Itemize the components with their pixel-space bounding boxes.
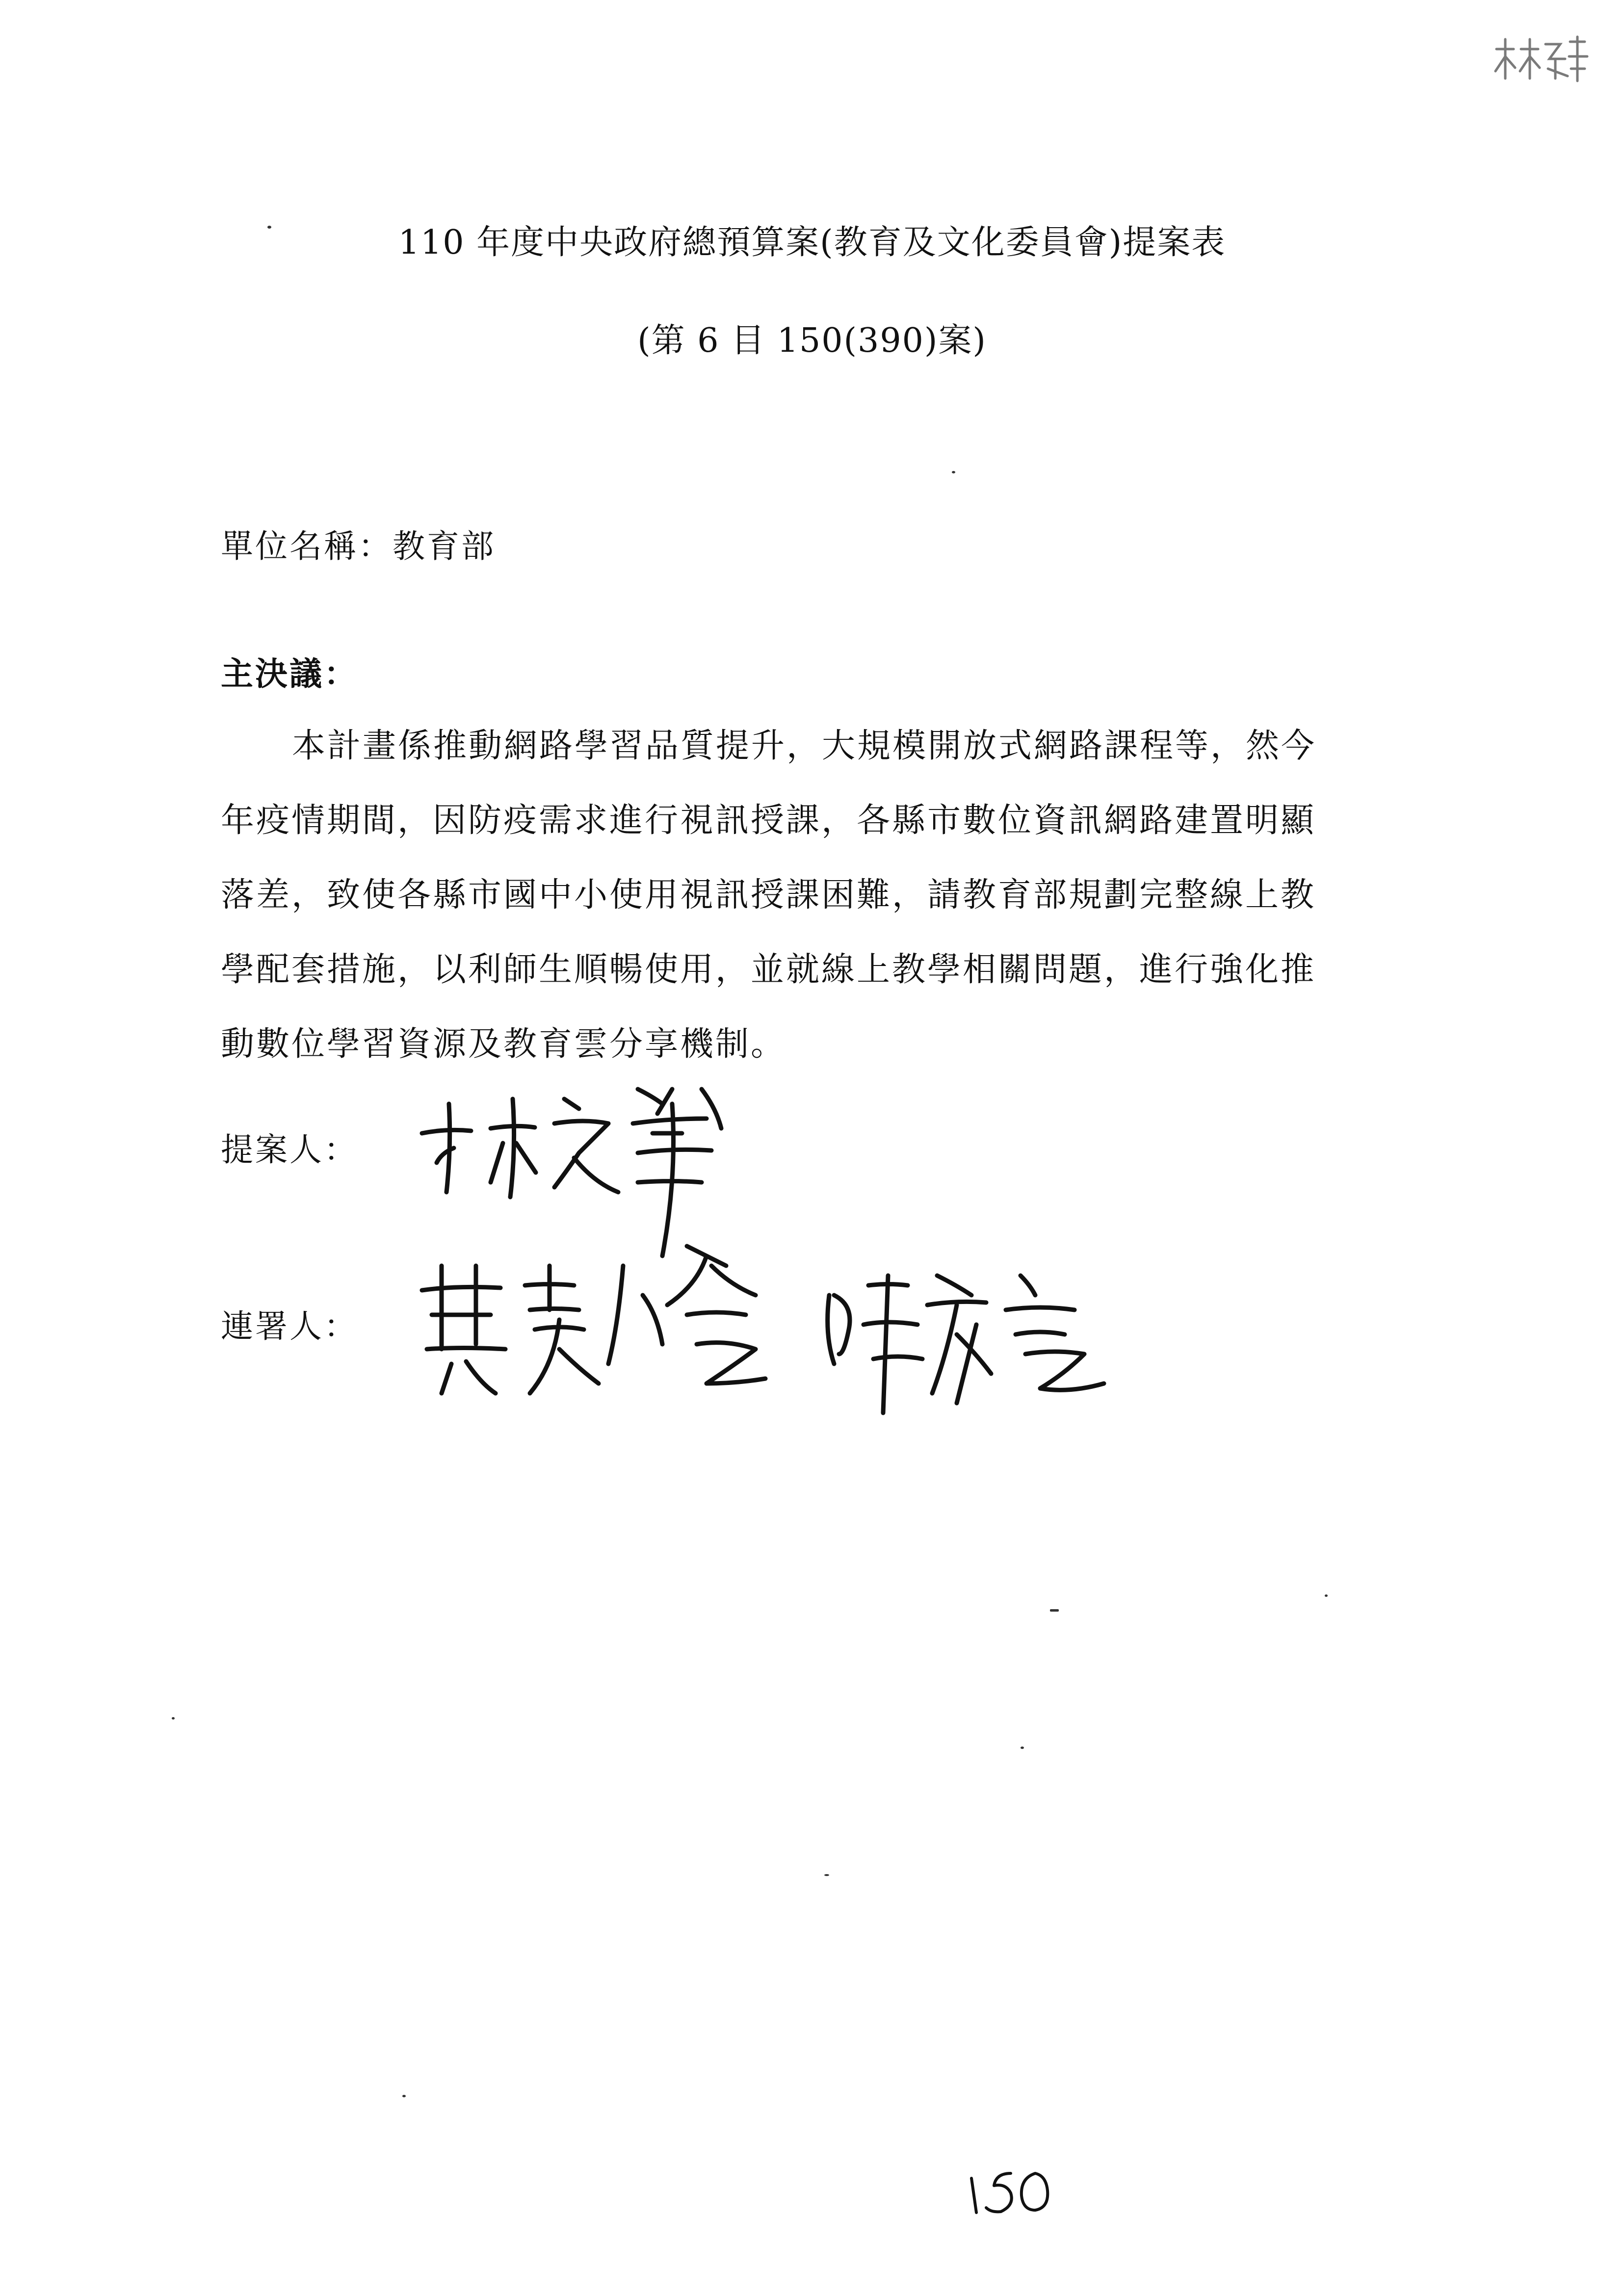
cosigner-label: 連署人： (221, 1307, 358, 1345)
cosigner-signature-2 (810, 1256, 1114, 1433)
scan-speck (952, 471, 955, 473)
main-resolution-heading: 主決議： (221, 654, 358, 693)
scan-speck (824, 1874, 829, 1876)
document-title: 110 年度中央政府總預算案(教育及文化委員會)提案表 (398, 223, 1226, 262)
unit-name: 單位名稱：教育部 (221, 527, 496, 565)
scan-speck (1050, 1609, 1059, 1612)
resolution-line: 本計畫係推動網路學習品質提升，大規模開放式網路課程等，然今 (292, 727, 1317, 765)
scan-speck (267, 226, 271, 229)
resolution-line: 落差，致使各縣市國中小使用視訊授課困難，請教育部規劃完整線上教 (221, 876, 1316, 914)
resolution-line: 年疫情期間，因防疫需求進行視訊授課，各縣市數位資訊網路建置明顯 (221, 801, 1316, 840)
proposer-label: 提案人： (221, 1131, 358, 1169)
resolution-line: 學配套措施，以利師生順暢使用，並就線上教學相關問題，進行強化推 (221, 950, 1316, 989)
cosigner-signature-1 (412, 1236, 785, 1423)
scan-speck (172, 1717, 175, 1720)
main-resolution-text (221, 709, 1388, 1082)
scan-speck (402, 2095, 406, 2097)
handwritten-page-number (962, 2164, 1055, 2218)
scan-speck (1021, 1747, 1024, 1749)
document-case-number: (第 6 目 150(390)案) (637, 321, 987, 360)
resolution-line: 動數位學習資源及教育雲分享機制。 (221, 1025, 786, 1064)
scan-speck (1325, 1594, 1328, 1597)
corner-handwritten-mark (1487, 29, 1595, 88)
